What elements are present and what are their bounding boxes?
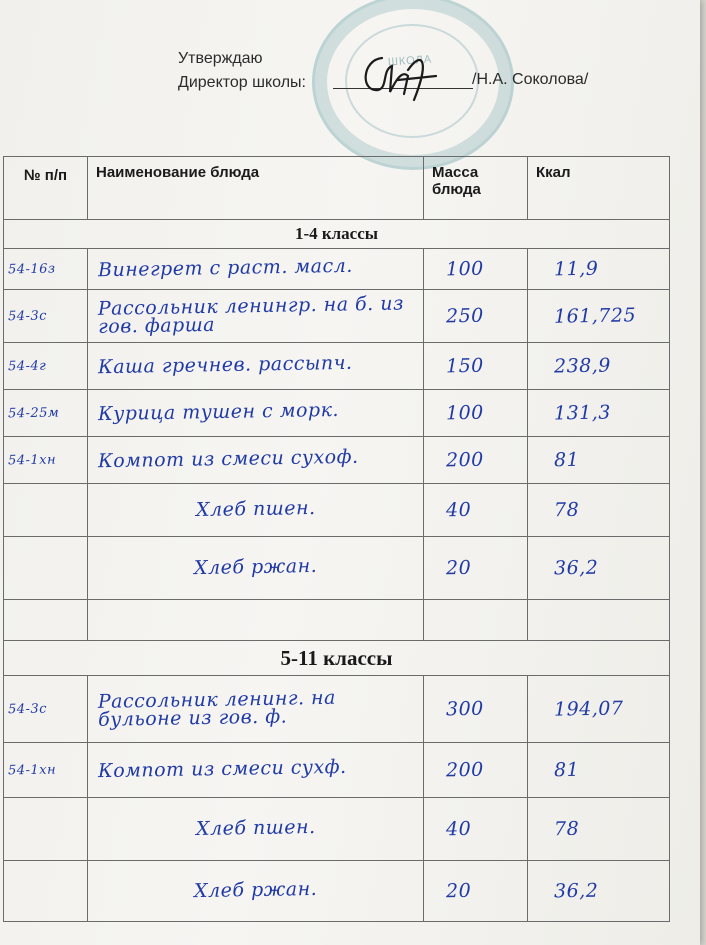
dish-code: 54-16з: [4, 249, 88, 290]
dish-code: 54-3с: [4, 290, 88, 343]
dish-kcal: 36,2: [528, 537, 670, 600]
dish-code: 54-1хн: [4, 437, 88, 484]
section-row: [4, 641, 670, 676]
dish-mass: 150: [424, 343, 528, 390]
dish-mass: 200: [424, 743, 528, 798]
table-header-row: [4, 157, 670, 220]
director-signature: [352, 40, 442, 110]
director-name: /Н.А. Соколова/: [472, 71, 589, 88]
dish-mass: 40: [424, 484, 528, 537]
header-kcal: Ккал: [528, 157, 670, 220]
table-row: [4, 676, 670, 743]
table-row: [4, 798, 670, 861]
section-title-1-4: 1-4 классы: [4, 220, 670, 249]
dish-name: Компот из смеси сухф.: [88, 743, 424, 798]
empty-cell: [528, 600, 670, 641]
stamp-text: ШКОЛА: [387, 53, 433, 69]
dish-mass: 20: [424, 537, 528, 600]
approval-block: [178, 47, 306, 95]
table-row: [4, 437, 670, 484]
dish-name: Хлеб пшен.: [88, 484, 424, 537]
table-row: [4, 390, 670, 437]
director-label: Директор школы:: [178, 74, 306, 91]
header-num: № п/п: [4, 157, 88, 220]
dish-code: 54-4г: [4, 343, 88, 390]
table-row: [4, 343, 670, 390]
table-row: [4, 290, 670, 343]
menu-table: [3, 156, 670, 922]
approve-label: Утверждаю: [178, 50, 263, 67]
dish-name: Курица тушен с морк.: [88, 390, 424, 437]
dish-kcal: 238,9: [528, 343, 670, 390]
dish-name: Каша гречнев. рассыпч.: [88, 343, 424, 390]
dish-mass: 100: [424, 249, 528, 290]
table-row: [4, 249, 670, 290]
table-row: [4, 484, 670, 537]
dish-name: Рассольник ленинг. на бульоне из гов. ф.: [88, 676, 424, 743]
dish-kcal: 81: [528, 437, 670, 484]
dish-mass: 40: [424, 798, 528, 861]
dish-name: Хлеб ржан.: [88, 537, 424, 600]
dish-code: [4, 798, 88, 861]
dish-mass: 100: [424, 390, 528, 437]
header-name: Наименование блюда: [88, 157, 424, 220]
empty-cell: [88, 600, 424, 641]
dish-code: 54-1хн: [4, 743, 88, 798]
header-mass: Масса блюда: [424, 157, 528, 220]
dish-kcal: 194,07: [528, 676, 670, 743]
dish-kcal: 78: [528, 484, 670, 537]
dish-code: 54-25м: [4, 390, 88, 437]
dish-code: [4, 537, 88, 600]
table-row: [4, 743, 670, 798]
dish-kcal: 78: [528, 798, 670, 861]
dish-name: Компот из смеси сухоф.: [88, 437, 424, 484]
dish-name: Хлеб ржан.: [88, 861, 424, 922]
dish-mass: 20: [424, 861, 528, 922]
dish-name: Рассольник ленингр. на б. из гов. фарша: [88, 290, 424, 343]
dish-mass: 250: [424, 290, 528, 343]
section-title-5-11: 5-11 классы: [4, 641, 670, 676]
dish-kcal: 81: [528, 743, 670, 798]
dish-kcal: 131,3: [528, 390, 670, 437]
table-row: [4, 537, 670, 600]
empty-cell: [424, 600, 528, 641]
empty-row: [4, 600, 670, 641]
empty-cell: [4, 600, 88, 641]
dish-mass: 200: [424, 437, 528, 484]
dish-kcal: 36,2: [528, 861, 670, 922]
section-row: [4, 220, 670, 249]
dish-mass: 300: [424, 676, 528, 743]
dish-name: Хлеб пшен.: [88, 798, 424, 861]
dish-code: [4, 484, 88, 537]
dish-kcal: 11,9: [528, 249, 670, 290]
dish-kcal: 161,725: [528, 290, 670, 343]
table-row: [4, 861, 670, 922]
dish-name: Винегрет с раст. масл.: [88, 249, 424, 290]
dish-code: [4, 861, 88, 922]
dish-code: 54-3с: [4, 676, 88, 743]
